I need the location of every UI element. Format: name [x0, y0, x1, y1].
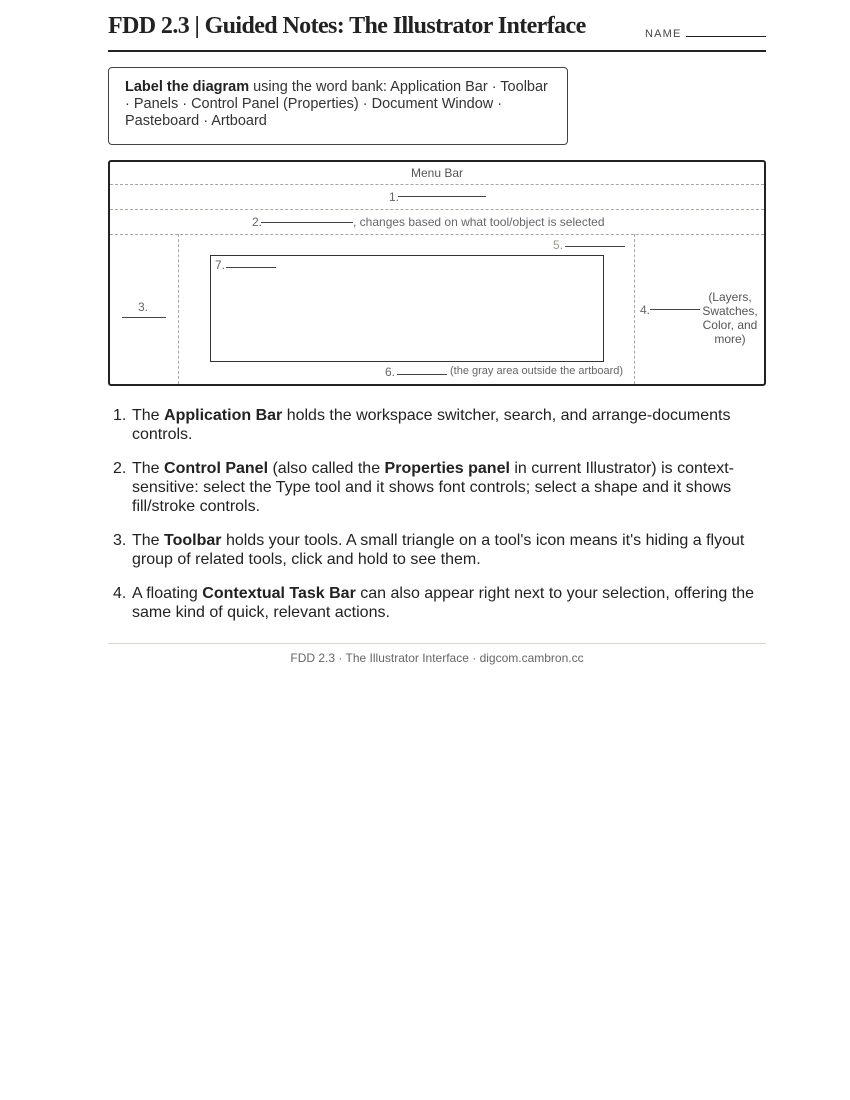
menu-bar-label: Menu Bar: [410, 166, 464, 180]
label-2-blank[interactable]: [261, 222, 353, 223]
word-bank-text: using the word bank: Application Bar · Toolbar · Panels · Control Panel (Properties) · Document Window · Pasteboard · Artboard: [125, 79, 548, 129]
interface-diagram: [108, 160, 766, 386]
label-1-number: 1.: [389, 190, 400, 204]
label-2-number: 2.: [252, 215, 263, 229]
note-term: Control Panel: [164, 460, 269, 477]
note-text: A floating: [132, 585, 203, 602]
note-text: The: [132, 532, 165, 549]
word-bank-lead: Label the diagram: [125, 79, 250, 95]
label-3-number: 3.: [138, 300, 149, 314]
note-term: Contextual Task Bar: [202, 585, 356, 602]
name-field-line[interactable]: [686, 36, 766, 37]
note-number: 4.: [113, 585, 127, 602]
page-footer: FDD 2.3 · The Illustrator Interface · digcom.cambron.cc: [290, 651, 584, 665]
label-4-blank[interactable]: [650, 309, 700, 310]
note-text: (also called the: [268, 460, 385, 477]
page-header: [108, 12, 766, 52]
app-bar-divider: [110, 209, 764, 210]
note-term: Toolbar: [164, 532, 222, 549]
label-5-number: 5.: [553, 238, 564, 252]
word-bank-box: [108, 67, 568, 145]
note-text: can also appear right next to your selection, offering the same kind of quick, relevant actions.: [132, 585, 754, 621]
label-7-blank[interactable]: [226, 267, 276, 268]
label-7-number: 7.: [215, 258, 226, 272]
note-item: [113, 584, 772, 622]
page-title: FDD 2.3 | Guided Notes: The Illustrator Interface: [108, 13, 586, 39]
toolbar-divider: [178, 234, 179, 384]
note-text: holds the workspace switcher, search, and arrange-documents controls.: [132, 407, 731, 443]
artboard-rectangle: [210, 255, 604, 362]
note-term: Properties panel: [384, 460, 510, 477]
notes-list: [113, 406, 772, 637]
label-4-description: (Layers, Swatches, Color, and more): [702, 290, 758, 346]
label-6-description: (the gray area outside the artboard): [450, 365, 624, 377]
label-6-number: 6.: [385, 365, 396, 379]
name-label: NAME: [645, 28, 682, 40]
panels-divider: [634, 234, 635, 384]
note-item: [113, 531, 772, 569]
note-text: The: [132, 407, 165, 424]
note-number: 2.: [113, 460, 127, 477]
label-5-blank[interactable]: [565, 246, 625, 247]
label-4-number: 4.: [640, 303, 651, 317]
label-1-blank[interactable]: [398, 196, 486, 197]
menu-bar-divider: [110, 184, 764, 185]
note-text: The: [132, 460, 165, 477]
label-2-description: , changes based on what tool/object is selected: [353, 215, 605, 229]
note-number: 3.: [113, 532, 127, 549]
note-text: in current Illustrator) is context-sensitive: select the Type tool and it shows font controls; select a shape and it shows fill/stroke controls.: [132, 460, 734, 515]
note-text: holds your tools. A small triangle on a tool's icon means it's hiding a flyout group of related tools, click and hold to see them.: [132, 532, 745, 568]
note-term: Application Bar: [164, 407, 283, 424]
note-item: [113, 406, 772, 444]
control-panel-divider: [110, 234, 764, 235]
label-3-blank[interactable]: [122, 317, 166, 318]
footer-divider: [108, 643, 766, 644]
note-item: [113, 459, 772, 516]
label-6-blank[interactable]: [397, 374, 447, 375]
note-number: 1.: [113, 407, 127, 424]
